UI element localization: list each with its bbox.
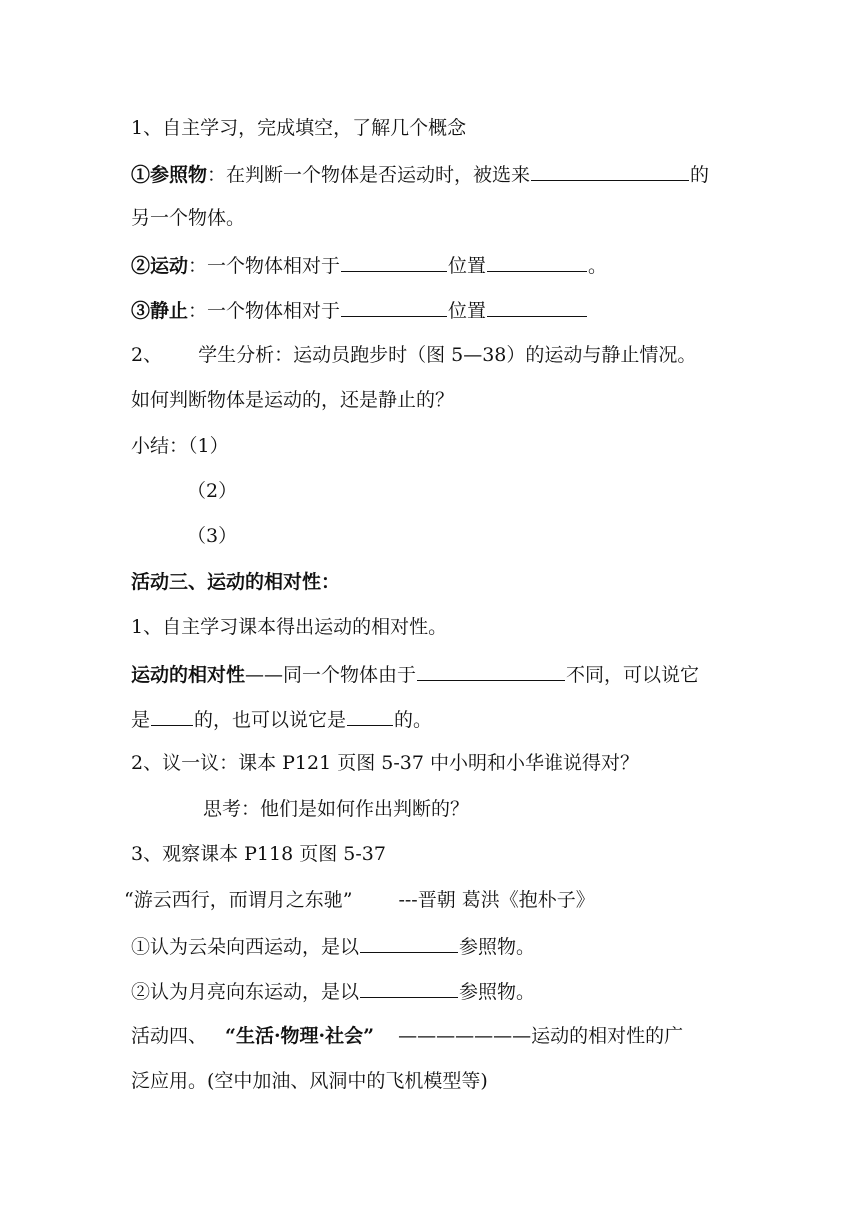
activity-4-label: 活动四、	[131, 1025, 208, 1047]
moon-line	[131, 977, 535, 1005]
reference-object-text: ：在判断一个物体是否运动时，被选来	[207, 164, 531, 186]
item-2-text: 学生分析：运动员跑步时（图 5—38）的运动与静止情况。	[198, 344, 697, 366]
quote-text: “游云西行，而谓月之东驰”	[124, 889, 353, 911]
relativity-text-2: 不同，可以说它	[566, 664, 700, 686]
blank-field[interactable]	[347, 705, 393, 726]
reference-object-suffix: 的	[690, 164, 710, 186]
activity-3-item-3: 3、观察课本 P118 页图 5-37	[131, 843, 386, 865]
reference-object-continuation: 另一个物体。	[131, 207, 246, 229]
item-1-heading: 1、自主学习，完成填空，了解几个概念	[131, 117, 467, 139]
cloud-line	[131, 932, 535, 960]
activity-3-heading: 活动三、运动的相对性：	[131, 571, 341, 593]
relativity-also: 的，也可以说它是	[194, 709, 347, 731]
think-question: 思考：他们是如何作出判断的？	[203, 798, 470, 820]
motion-end: 。	[588, 255, 608, 277]
summary-2: （2）	[187, 480, 238, 502]
item-2-question: 如何判断物体是运动的，还是静止的？	[131, 389, 455, 411]
blank-field[interactable]	[341, 296, 447, 317]
motion-line	[131, 251, 607, 279]
relativity-end: 的。	[394, 709, 433, 731]
relativity-line	[131, 660, 699, 688]
relativity-text: ——同一个物体由于	[245, 664, 417, 686]
motion-term: ②运动	[131, 255, 189, 277]
cloud-suffix: 参照物。	[459, 936, 536, 958]
moon-text: ②认为月亮向东运动，是以	[131, 981, 360, 1003]
rest-text: ：一个物体相对于	[188, 300, 341, 322]
quote-source: ---晋朝 葛洪《抱朴子》	[398, 889, 595, 911]
activity-3-item-1: 1、自主学习课本得出运动的相对性。	[131, 616, 448, 638]
blank-field[interactable]	[487, 296, 587, 317]
blank-field[interactable]	[341, 251, 447, 272]
cloud-text: ①认为云朵向西运动，是以	[131, 936, 360, 958]
activity-4-continuation: 泛应用。(空中加油、风洞中的飞机模型等)	[131, 1070, 488, 1092]
rest-term: ③静止	[131, 300, 189, 322]
relativity-term: 运动的相对性	[131, 664, 246, 686]
summary-3: （3）	[187, 525, 238, 547]
blank-field[interactable]	[360, 977, 458, 998]
activity-3-item-2: 2、议一议：课本 P121 页图 5-37 中小明和小华谁说得对？	[131, 752, 639, 774]
motion-position: 位置	[448, 255, 487, 277]
motion-text: ：一个物体相对于	[188, 255, 341, 277]
quote-line	[124, 887, 595, 913]
relativity-is: 是	[131, 709, 151, 731]
reference-object-term: ①参照物	[131, 164, 208, 186]
reference-object-line	[131, 160, 709, 188]
moon-suffix: 参照物。	[459, 981, 536, 1003]
activity-4-text: ———————运动的相对性的广	[398, 1025, 684, 1047]
rest-line	[131, 296, 588, 324]
summary-1: 小结：（1）	[131, 435, 229, 457]
item-2-number: 2、	[131, 344, 163, 366]
blank-field[interactable]	[151, 705, 193, 726]
rest-position: 位置	[448, 300, 487, 322]
blank-field[interactable]	[360, 932, 458, 953]
activity-4-line	[131, 1023, 683, 1049]
blank-field[interactable]	[531, 160, 689, 181]
item-2-line	[131, 342, 696, 368]
activity-4-title: “生活·物理·社会”	[225, 1025, 375, 1047]
relativity-continuation	[131, 705, 432, 733]
blank-field[interactable]	[487, 251, 587, 272]
blank-field[interactable]	[417, 660, 565, 681]
